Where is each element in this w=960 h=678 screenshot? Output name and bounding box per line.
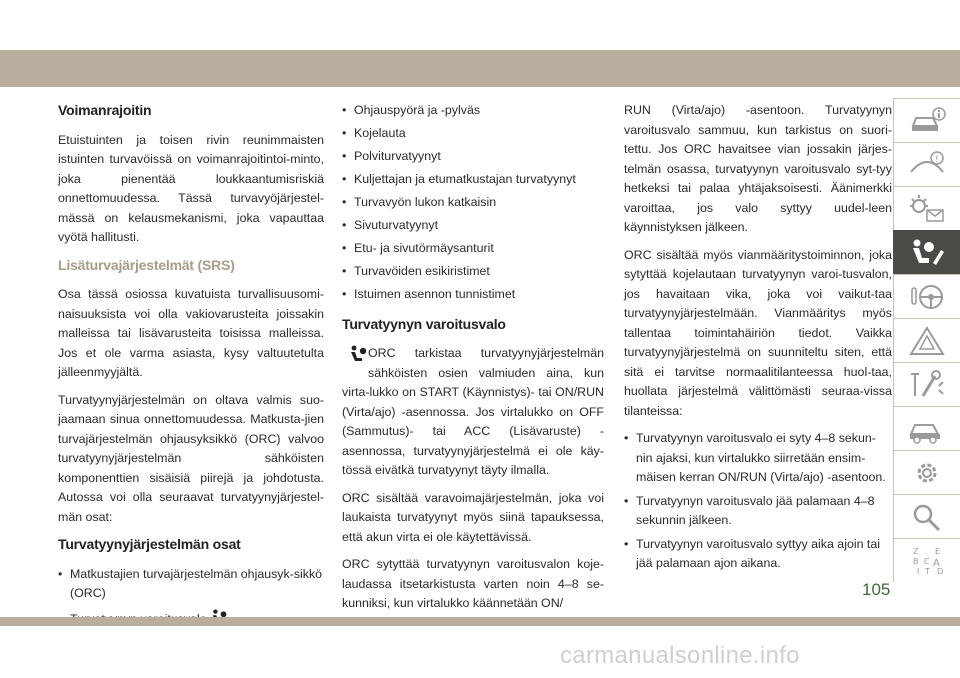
- index-letter: B: [913, 556, 919, 566]
- index-letter: E: [935, 546, 941, 556]
- bottom-band: [0, 617, 960, 626]
- safety-airbag-icon: [907, 236, 947, 270]
- list-item: • Turvavyön lukon katkaisin: [342, 195, 497, 209]
- index-letter: T: [925, 566, 930, 576]
- watermark: carmanualsonline.info: [560, 642, 800, 669]
- paragraph: Etuistuinten ja toisen rivin reunimmaisten istuinten turvavöissä on voimanrajoitintoi-minto, joka pienentää loukkaantumisriskiä onnettomuudessa. Tässä turvavyöjärjestel-mässä on kelausmekanismi, joka vapauttaa vyötä hallitusti.: [58, 132, 324, 244]
- list-item: • Ohjauspyörä ja -pylväs: [342, 103, 481, 117]
- chapter-tabs: [893, 98, 960, 582]
- warning-light-envelope-icon: [907, 192, 947, 226]
- tab-vehicle[interactable]: [893, 98, 960, 142]
- list-item: • Kojelauta: [342, 126, 406, 140]
- paragraph: ORC sisältää myös vianmääritystoiminnon, joka sytyttää kojelautaan turvatyynyn varoi-tusvalon, jos havaitaan vika, joka voi vaikut-taa turvatyynyjärjestelmään. Vianmääritys myös tallentaa toimintahäiriön tiedot. Vaikka turvatyynyjärjestelmä on suunniteltu siten, että sitä ei tarvitse normaalitilanteessa huol-taa, huollata järjestelmä välittömästi seuraa-vissa tilanteissa:: [624, 247, 892, 418]
- tab-search[interactable]: [893, 494, 960, 538]
- paragraph: ORC sytyttää turvatyynyn varoitusvalon koje-laudassa itsetarkistusta varten noin 4–8 se-kunniksi, kun virtalukko käännetään ON/: [342, 557, 604, 610]
- parts-list-continued: [342, 101, 604, 305]
- list-item: • Turvavöiden esikiristimet: [342, 264, 490, 278]
- index-letter: Z: [913, 546, 919, 556]
- search-icon: [907, 500, 947, 534]
- paragraph: Turvatyynyjärjestelmän on oltava valmis suo-jaamaan sinua onnettomuudessa. Matkusta-jien turvajärjestelmän ohjausyksikkö (ORC) valvoo turvatyynyjärjestelmän sähköisten komponenttien sisäisiä piirejä ja johdotusta. Autossa voi olla seuraavat turvatyynyjärjestel-män osat:: [58, 392, 324, 524]
- index-letter: C: [924, 556, 930, 566]
- car-info-icon: [907, 104, 947, 138]
- list-item: • Istuimen asennon tunnistimet: [342, 287, 516, 301]
- steering-wheel-icon: [907, 280, 947, 314]
- paragraph: ORC tarkistaa turvatyynyjärjestelmän sähköisten osien valmiuden aina, kun virta-lukko on START (Käynnistys)- tai ON/RUN (Virta/ajo) -asennossa. Jos virtalukko on OFF (Sammutus)- tai ACC (Lisävaruste) -asennossa, turvatyynyjärjestelmä ei ole käy-tössä eivätkä turvatyynyt täyty ilmalla.: [342, 346, 604, 477]
- tab-starting[interactable]: [893, 274, 960, 318]
- hazard-triangle-icon: [907, 324, 947, 358]
- tab-specifications[interactable]: [893, 406, 960, 450]
- column-1: [58, 101, 324, 639]
- heading-voimanrajoitin: Voimanrajoitin: [58, 102, 152, 118]
- heading-airbag-warning-light: Turvatyynyn varoitusvalo: [342, 315, 506, 332]
- paragraph: Osa tässä osiossa kuvatuista turvallisuusomi-naisuuksista voi olla vakiovarusteita joissakin malleissa tai lisävarusteita toisissa malleissa. Jos et ole varma asiasta, kysy valtuutetulta jälleenmyyjältä.: [58, 287, 324, 379]
- heading-srs: Lisäturvajärjestelmät (SRS): [58, 256, 235, 273]
- tab-index[interactable]: [893, 538, 960, 582]
- gear-icon: [907, 456, 947, 490]
- column-2: [342, 101, 604, 622]
- tab-emergency[interactable]: [893, 318, 960, 362]
- car-specs-icon: [907, 412, 947, 446]
- svg-text:!: !: [935, 154, 939, 165]
- index-letter: D: [937, 566, 944, 576]
- tab-warnings[interactable]: [893, 186, 960, 230]
- service-conditions-list: [624, 429, 892, 574]
- index-letter: A: [933, 557, 940, 569]
- column-3: [624, 101, 892, 584]
- tab-safety[interactable]: [893, 230, 960, 274]
- list-item: • Turvatyynyn varoitusvalo ei syty 4–8 sekun-nin ajaksi, kun virtalukko siirretään ensim-mäisen kerran ON/RUN (Virta/ajo) -asentoon.: [624, 431, 886, 484]
- heading-airbag-parts: Turvatyynyjärjestelmän osat: [58, 536, 241, 552]
- page-number: 105: [862, 580, 891, 599]
- list-item: • Turvatyynyn varoitusvalo syttyy aika ajoin tai jää palamaan ajon aikana.: [624, 536, 881, 570]
- list-item: • Etu- ja sivutörmäysanturit: [342, 241, 494, 255]
- index-letter: I: [917, 566, 920, 576]
- tools-icon: [907, 368, 947, 402]
- top-band: [0, 50, 960, 87]
- airbag-warning-icon: [342, 344, 368, 364]
- list-item: • Sivuturvatyynyt: [342, 218, 439, 232]
- tab-controls[interactable]: [893, 142, 960, 186]
- dashboard-icon: [907, 148, 947, 182]
- list-item: • Matkustajien turvajärjestelmän ohjausyk-sikkö (ORC): [58, 566, 323, 600]
- index-letters-icon: [907, 544, 947, 578]
- list-item: • Polviturvatyynyt: [342, 149, 441, 163]
- tab-multimedia[interactable]: [893, 450, 960, 494]
- tab-maintenance[interactable]: [893, 362, 960, 406]
- list-item: • Turvatyynyn varoitusvalo jää palamaan 4–8 sekunnin jälkeen.: [624, 493, 875, 527]
- list-item: • Kuljettajan ja etumatkustajan turvatyynyt: [342, 172, 576, 186]
- paragraph: RUN (Virta/ajo) -asentoon. Turvatyynyn varoitusvalo sammuu, kun tarkistus on suori-tettu. Jos ORC havaitsee vian jossakin järjes-telmän osassa, turvatyynyn varoitusvalo syt-tyy hetkeksi tai palaa yhtäjaksoisesti. Äänimerkki varoittaa, jos valo syttyy uudel-leen käynnistyksen jälkeen.: [624, 103, 892, 234]
- paragraph: ORC sisältää varavoimajärjestelmän, joka voi laukaista turvatyynyt myös siinä tapauksessa, että akun virta ei ole käytettävissä.: [342, 490, 604, 544]
